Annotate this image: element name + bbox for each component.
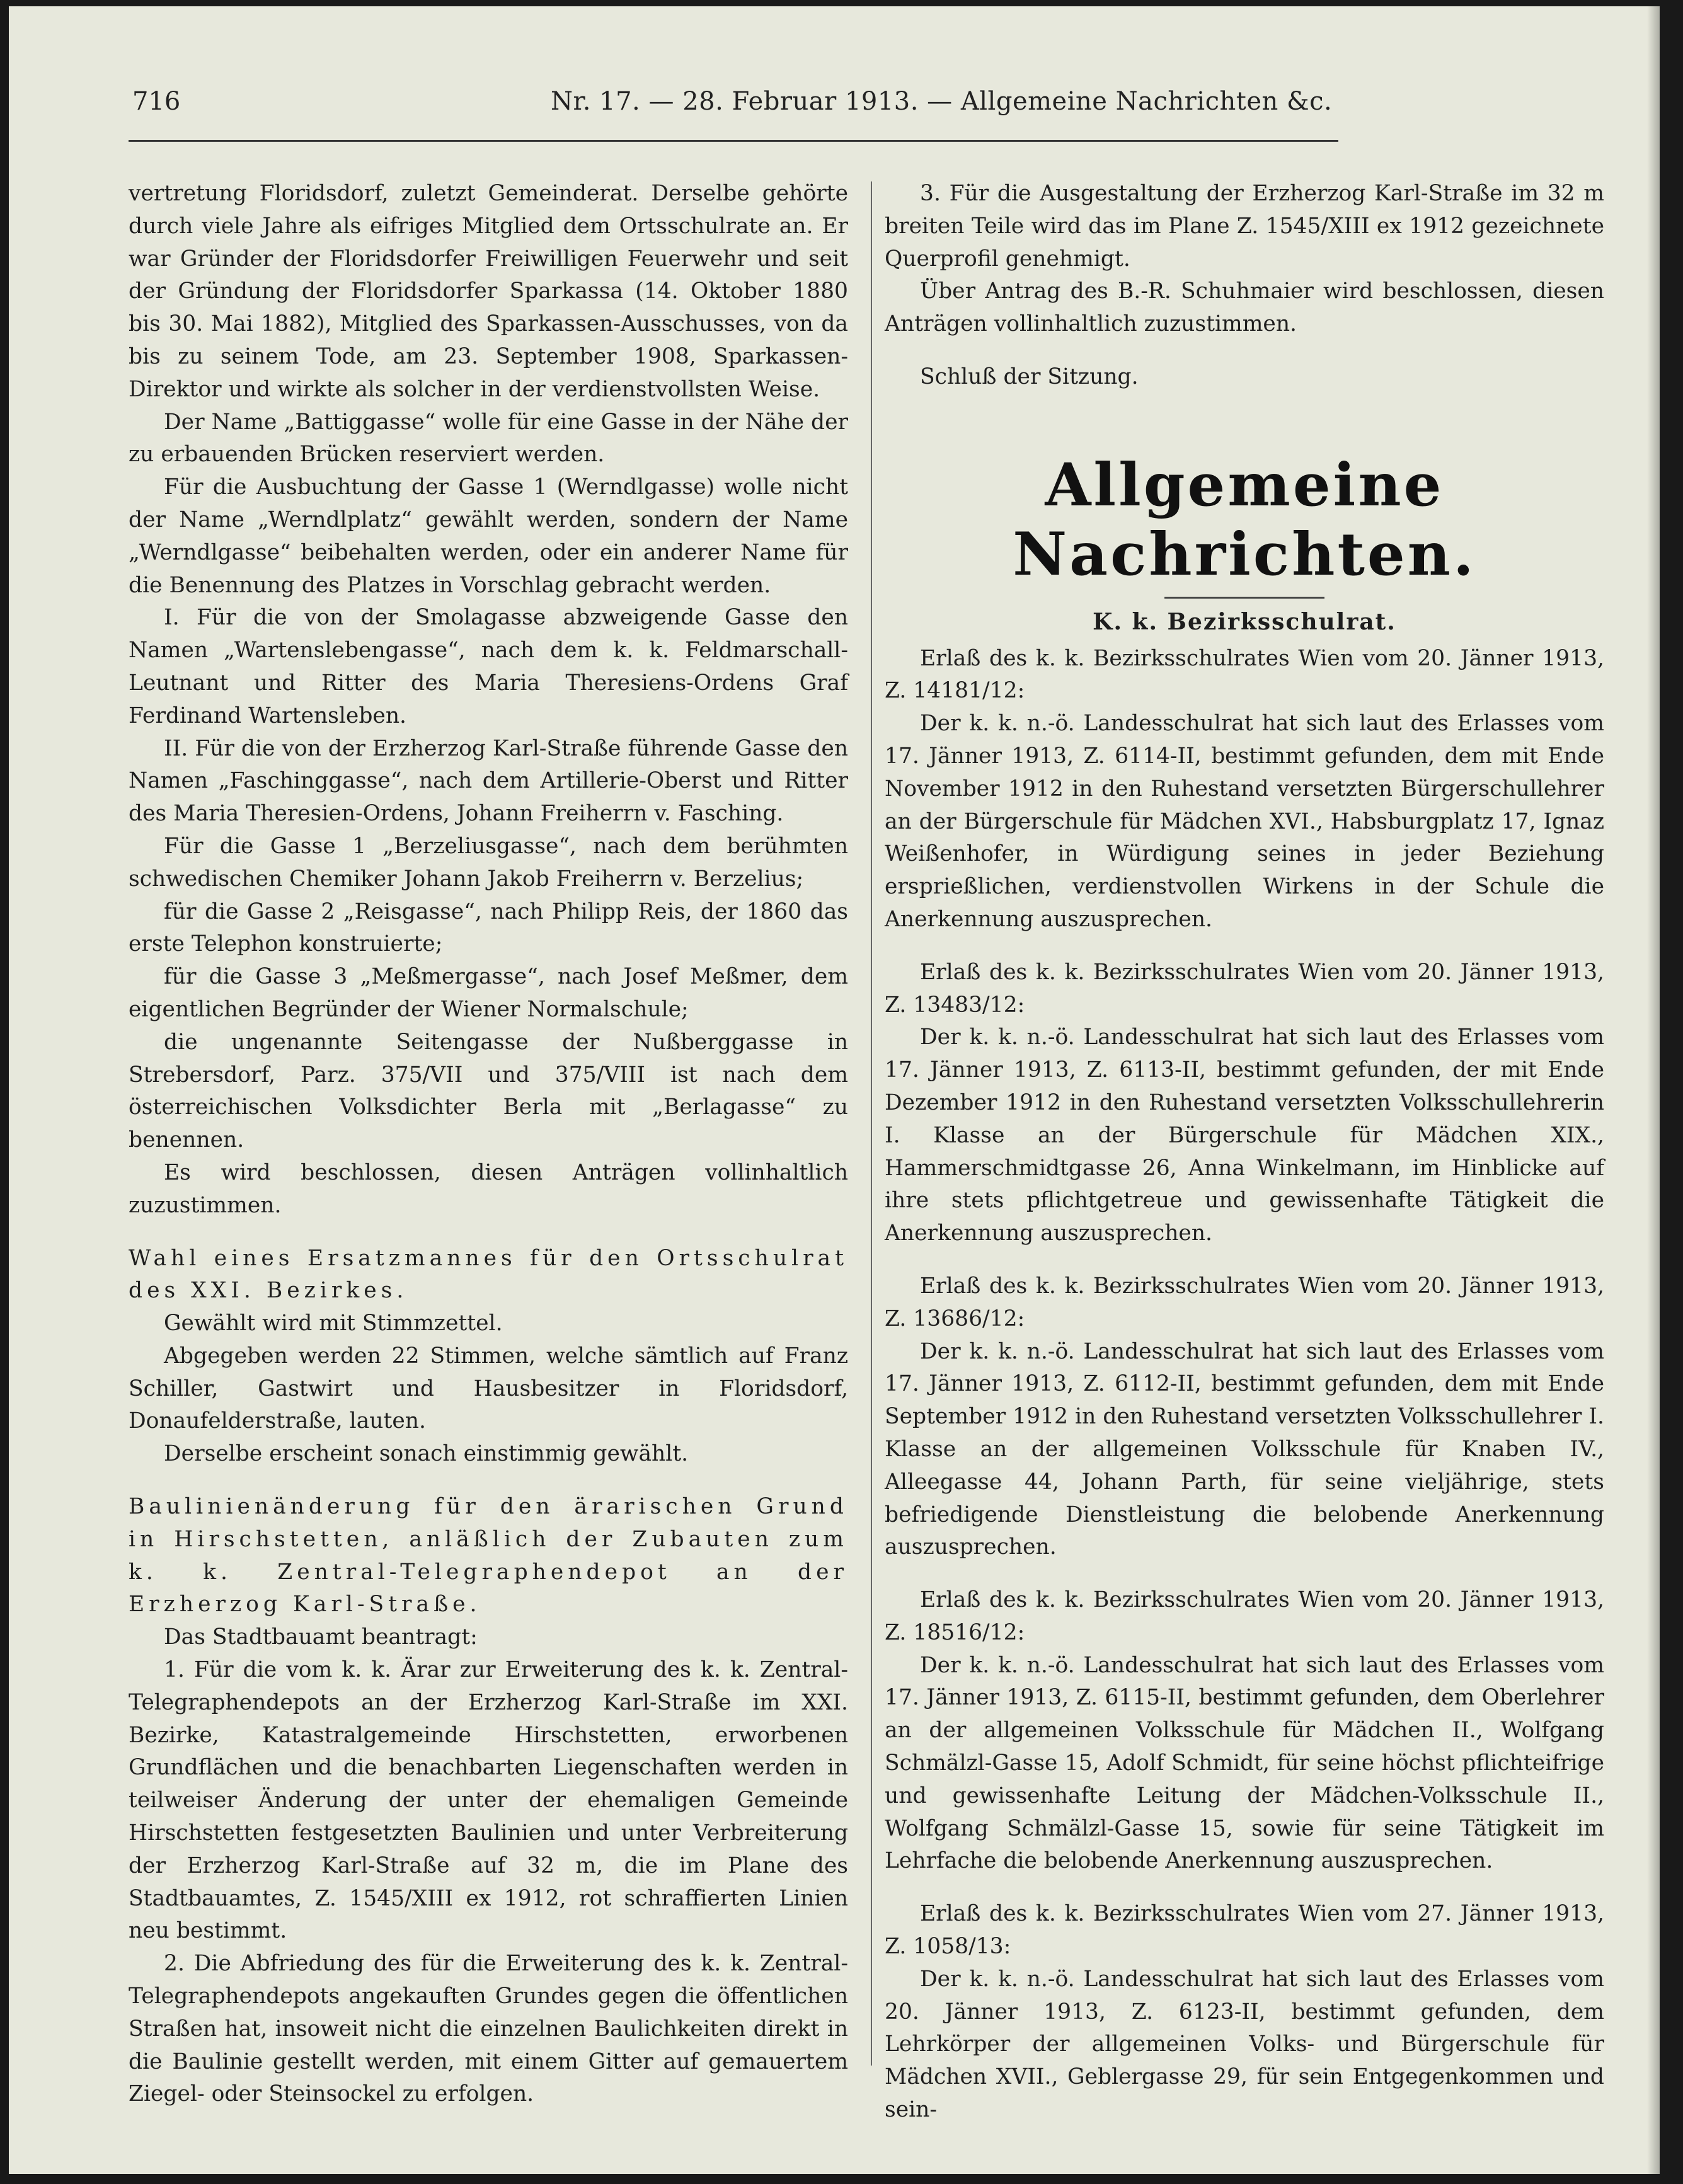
- paragraph: für die Gasse 2 „Reisgasse“, nach Philipp Reis, der 1860 das erste Telephon konstruierte;: [129, 899, 848, 957]
- entry-text: Der k. k. n.-ö. Landesschulrat hat sich laut des Erlasses vom 17. Jänner 1913, Z. 6112-II, bestimmt gefunden, dem mit Ende September 1912 in den Ruhestand versetzten Volksschullehrer I. Klasse an der allgemeinen Volksschule für Knaben IV., Alleegasse 44, Johann Parth, für seine vieljährige, stets befriedigende Dienstleistung die belobende Anerkennung auszusprechen.: [885, 1338, 1604, 1560]
- entry-text: Der k. k. n.-ö. Landesschulrat hat sich laut des Erlasses vom 20. Jänner 1913, Z. 6123-II, bestimmt gefunden, dem Lehrkörper der allgemeinen Volks- und Bürgerschule für Mädchen XVII., Geblergasse 29, für sein Entgegenkommen und sein-: [885, 1966, 1604, 2123]
- section-title: Allgemeine Nachrichten.: [1013, 450, 1476, 589]
- paragraph: Gewählt wird mit Stimmzettel.: [164, 1311, 503, 1336]
- paragraph: 2. Die Abfriedung des für die Erweiterung des k. k. Zentral-Telegraphendepots angekauften Grundes gegen die öffentlichen Straßen hat, insoweit nicht die einzelnen Baulichkeiten direkt in die Baulinie gestellt werden, mit einem Gitter auf gemauertem Ziegel- oder Steinsockel zu erfolgen.: [129, 1951, 848, 2107]
- erlass-heading: Erlaß des k. k. Bezirksschulrates Wien vom 20. Jänner 1913, Z. 13483/12:: [885, 959, 1604, 1018]
- entry-text: Der k. k. n.-ö. Landesschulrat hat sich laut des Erlasses vom 17. Jänner 1913, Z. 6114-II, bestimmt gefunden, dem mit Ende November 1912 in den Ruhestand versetzten Bürgerschullehrer an der Bürgerschule für Mädchen XVI., Habsburgplatz 17, Ignaz Weißenhofer, in Würdigung seines in jeder Beziehung ersprießlichen, verdienstvollen Wirkens in der Schule die Anerkennung auszusprechen.: [885, 711, 1604, 932]
- page-number: 716: [132, 87, 181, 116]
- entry-text: Der k. k. n.-ö. Landesschulrat hat sich laut des Erlasses vom 17. Jänner 1913, Z. 6115-II, bestimmt gefunden, dem Oberlehrer an der allgemeinen Volksschule für Mädchen II., Wolfgang Schmälzl-Gasse 15, Adolf Schmidt, für seine höchst pflichteifrige und gewissenhafte Leitung der Mädchen-Volksschule II., Wolfgang Schmälzl-Gasse 15, sowie für seine Tätigkeit im Lehrfache die belobende Anerkennung auszusprechen.: [885, 1652, 1604, 1874]
- paragraph: 3. Für die Ausgestaltung der Erzherzog Karl-Straße im 32 m breiten Teile wird das im Plane Z. 1545/XIII ex 1912 gezeichnete Querprofil genehmigt.: [885, 181, 1604, 272]
- paragraph: II. Für die von der Erzherzog Karl-Straße führende Gasse den Namen „Faschinggasse“, nach dem Artillerie-Oberst und Ritter des Maria Theresien-Ordens, Johann Freiherrn v. Fasching.: [129, 735, 848, 827]
- erlass-heading: Erlaß des k. k. Bezirksschulrates Wien vom 20. Jänner 1913, Z. 14181/12:: [885, 645, 1604, 704]
- session-close: Schluß der Sitzung.: [920, 364, 1139, 389]
- paragraph: Der Name „Battiggasse“ wolle für eine Gasse in der Nähe der zu erbauenden Brücken reserviert werden.: [129, 409, 848, 468]
- paragraph: für die Gasse 3 „Meßmergasse“, nach Josef Meßmer, dem eigentlichen Begründer der Wiener Normalschule;: [129, 964, 848, 1022]
- paragraph: Für die Ausbuchtung der Gasse 1 (Werndlgasse) wolle nicht der Name „Werndlplatz“ gewählt werden, sondern der Name „Werndlgasse“ beibehalten werden, oder ein anderer Name für die Benennung des Platzes in Vorschlag gebracht werden.: [129, 474, 848, 598]
- paragraph: vertretung Floridsdorf, zuletzt Gemeinderat. Derselbe gehörte durch viele Jahre als eifriges Mitglied dem Ortsschulrate an. Er war Gründer der Floridsdorfer Freiwilligen Feuerwehr und seit der Gründung der Floridsdorfer Sparkassa (14. Oktober 1880 bis 30. Mai 1882), Mitglied des Sparkassen-Ausschusses, von da bis zu seinem Tode, am 23. September 1908, Sparkassen-Direktor und wirkte als solcher in der verdienstvollsten Weise.: [129, 181, 848, 402]
- header-rule: [129, 140, 1338, 142]
- title-rule: [1164, 597, 1324, 599]
- erlass-heading: Erlaß des k. k. Bezirksschulrates Wien vom 20. Jänner 1913, Z. 13686/12:: [885, 1273, 1604, 1331]
- paragraph: Das Stadtbauamt beantragt:: [164, 1624, 478, 1650]
- erlass-heading: Erlaß des k. k. Bezirksschulrates Wien vom 20. Jänner 1913, Z. 18516/12:: [885, 1587, 1604, 1645]
- paragraph: die ungenannte Seitengasse der Nußberggasse in Strebersdorf, Parz. 375/VII und 375/VIII ist nach dem österreichischen Volksdichter Berla mit „Berlagasse“ zu benennen.: [129, 1029, 848, 1153]
- resolution-paragraph: Es wird beschlossen, diesen Anträgen vollinhaltlich zuzustimmen.: [129, 1159, 848, 1218]
- section-heading-election: Wahl eines Ersatzmannes für den Ortsschulrat des XXI. Bezirkes.: [129, 1245, 848, 1304]
- paragraph: Derselbe erscheint sonach einstimmig gewählt.: [164, 1441, 689, 1467]
- paragraph: 1. Für die vom k. k. Ärar zur Erweiterung des k. k. Zentral-Telegraphendepots an der Erzherzog Karl-Straße im XXI. Bezirke, Katastralgemeinde Hirschstetten, erworbenen Grundflächen und die benachbarten Liegenschaften werden in teilweiser Änderung der unter der ehemaligen Gemeinde Hirschstetten festgesetzten Baulinien und unter Verbreiterung der Erzherzog Karl-Straße auf 32 m, die im Plane des Stadtbauamtes, Z. 1545/XIII ex 1912, rot schraffierten Linien neu bestimmt.: [129, 1657, 848, 1944]
- subsection-title: K. k. Bezirksschulrat.: [1093, 608, 1396, 635]
- paragraph: Abgegeben werden 22 Stimmen, welche sämtlich auf Franz Schiller, Gastwirt und Hausbesitzer in Floridsdorf, Donaufelderstraße, lauten.: [129, 1343, 848, 1434]
- newspaper-page: [9, 6, 1660, 2174]
- page-header: [9, 82, 1660, 132]
- running-head: Nr. 17. — 28. Februar 1913. — Allgemeine Nachrichten &c.: [551, 87, 1333, 116]
- left-column: [129, 178, 848, 2111]
- erlass-heading: Erlaß des k. k. Bezirksschulrates Wien vom 27. Jänner 1913, Z. 1058/13:: [885, 1901, 1604, 1960]
- right-column: [885, 178, 1604, 2127]
- column-divider: [871, 181, 872, 2066]
- section-heading-building-line: Baulinienänderung für den ärarischen Grund in Hirschstetten, anläßlich der Zubauten zum k. k. Zentral-Telegraphendepot an der Erzherzog Karl-Straße.: [129, 1494, 848, 1618]
- paragraph: I. Für die von der Smolagasse abzweigende Gasse den Namen „Wartenslebengasse“, nach dem k. k. Feldmarschall-Leutnant und Ritter des Maria Theresiens-Ordens Graf Ferdinand Wartensleben.: [129, 605, 848, 728]
- entry-text: Der k. k. n.-ö. Landesschulrat hat sich laut des Erlasses vom 17. Jänner 1913, Z. 6113-II, bestimmt gefunden, der mit Ende Dezember 1912 in den Ruhestand versetzten Volksschullehrerin I. Klasse an der Bürgerschule für Mädchen XIX., Hammerschmidtgasse 26, Anna Winkelmann, im Hinblicke auf ihre stets pflichtgetreue und gewissenhafte Tätigkeit die Anerkennung auszusprechen.: [885, 1025, 1604, 1246]
- paragraph: Für die Gasse 1 „Berzeliusgasse“, nach dem berühmten schwedischen Chemiker Johann Jakob Freiherrn v. Berzelius;: [129, 833, 848, 892]
- resolution-paragraph: Über Antrag des B.-R. Schuhmaier wird beschlossen, diesen Anträgen vollinhaltlich zuzustimmen.: [885, 279, 1604, 337]
